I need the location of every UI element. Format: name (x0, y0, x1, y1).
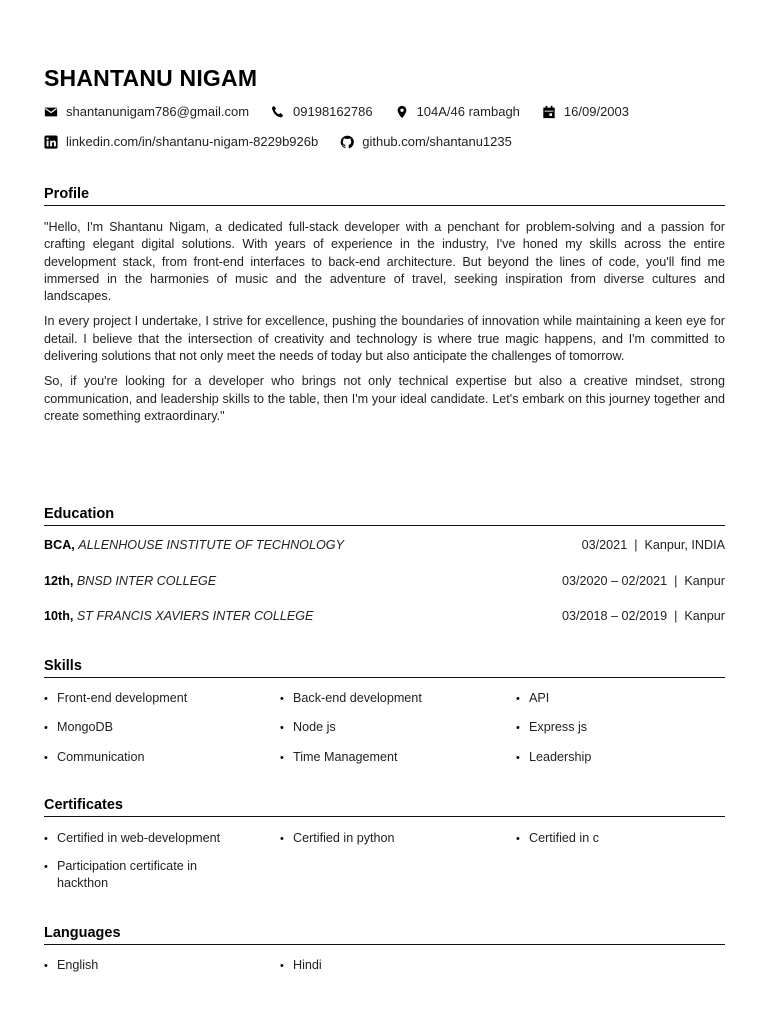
skill-item: • Node js (280, 719, 488, 736)
github-link: github.com/shantanu1235 (362, 134, 512, 149)
skill-item: • Leadership (516, 749, 724, 766)
skill-item: • API (516, 690, 724, 707)
phone-icon (271, 105, 285, 119)
certificates-section-title: Certificates (44, 797, 725, 817)
contact-email[interactable] (44, 104, 249, 119)
degree: BCA, (44, 538, 75, 552)
linkedin-link: linkedin.com/in/shantanu-nigam-8229b926b (66, 134, 319, 149)
location: Kanpur (684, 574, 725, 588)
profile-section-title: Profile (44, 186, 725, 206)
languages-section-title: Languages (44, 925, 725, 945)
language-item: • English (44, 957, 252, 974)
certificate-item: • Certified in c (516, 830, 724, 847)
education-entry (44, 574, 725, 588)
education-institution (44, 574, 216, 588)
email-text: shantanunigam786@gmail.com (66, 104, 250, 119)
profile-paragraph: In every project I undertake, I strive for excellence, pushing the boundaries of innovation while maintaining a keen eye for detail. I believe that the intersection of creativity and technology is where true magic happens, and I'm committed to delivering solutions that not only meet the needs of today but also anticipate the challenges of tomorrow. (44, 314, 725, 364)
school: ALLENHOUSE INSTITUTE OF TECHNOLOGY (78, 538, 344, 552)
education-meta (562, 609, 725, 623)
profile-paragraph: "Hello, I'm Shantanu Nigam, a dedicated full-stack developer with a penchant for problem-solving and a passion for crafting elegant digital solutions. With years of experience in the industry, I've honed my skills across the entire development stack, from front-end interfaces to back-end architecture. But beyond the lines of code, you'll find me immersed in the harmonies of music and the adventure of travel, seeking inspiration from diverse cultures and landscapes. (44, 220, 725, 304)
profile-paragraph: So, if you're looking for a developer who brings not only technical expertise but also a creative mindset, strong communication, and leadership skills to the table, then I'm your ideal candidate. Let's embark on this journey together and create something extraordinary." (44, 374, 725, 423)
separator: | (634, 538, 638, 552)
contact-row-primary (44, 104, 651, 119)
contact-row-links (44, 134, 534, 149)
contact-github[interactable] (340, 134, 512, 149)
certificate-item: • Certified in web-development (44, 830, 252, 847)
certificate-item: • Certified in python (280, 830, 488, 847)
certificate-item: • Participation certificate in hackthon (44, 858, 222, 892)
school: BNSD INTER COLLEGE (76, 574, 217, 588)
contact-linkedin[interactable] (44, 134, 318, 149)
contact-phone[interactable] (271, 104, 373, 119)
dob-text: 16/09/2003 (563, 104, 629, 119)
dates: 03/2018 – 02/2019 (562, 609, 668, 623)
skill-item: • Communication (44, 749, 252, 766)
skill-item: • MongoDB (44, 719, 252, 736)
skill-item: • Back-end development (280, 690, 488, 707)
envelope-icon (44, 105, 58, 119)
education-institution (44, 609, 313, 623)
contact-address (395, 104, 520, 119)
profile-summary (44, 219, 725, 433)
calendar-icon (542, 105, 556, 119)
education-meta (562, 574, 725, 588)
separator: | (674, 609, 678, 623)
location: Kanpur, INDIA (644, 538, 725, 552)
education-meta (582, 538, 725, 552)
linkedin-icon (44, 135, 58, 149)
school: ST FRANCIS XAVIERS INTER COLLEGE (76, 609, 314, 623)
education-institution (44, 538, 344, 552)
language-item: • Hindi (280, 957, 488, 974)
candidate-name: SHANTANU NIGAM (44, 65, 258, 91)
education-entry (44, 538, 725, 552)
phone-text: 09198162786 (293, 104, 373, 119)
degree: 10th, (44, 609, 74, 623)
location: Kanpur (684, 609, 725, 623)
skill-item: • Front-end development (44, 690, 252, 707)
degree: 12th, (44, 574, 74, 588)
skill-item: • Time Management (280, 749, 488, 766)
education-section-title: Education (44, 506, 725, 526)
education-entry (44, 609, 725, 623)
separator: | (674, 574, 678, 588)
location-pin-icon (395, 105, 409, 119)
dates: 03/2021 (581, 538, 628, 552)
dates: 03/2020 – 02/2021 (562, 574, 668, 588)
address-text: 104A/46 rambagh (416, 104, 520, 119)
github-icon (340, 135, 354, 149)
skill-item: • Express js (516, 719, 724, 736)
contact-dob (542, 104, 629, 119)
skills-section-title: Skills (44, 658, 725, 678)
